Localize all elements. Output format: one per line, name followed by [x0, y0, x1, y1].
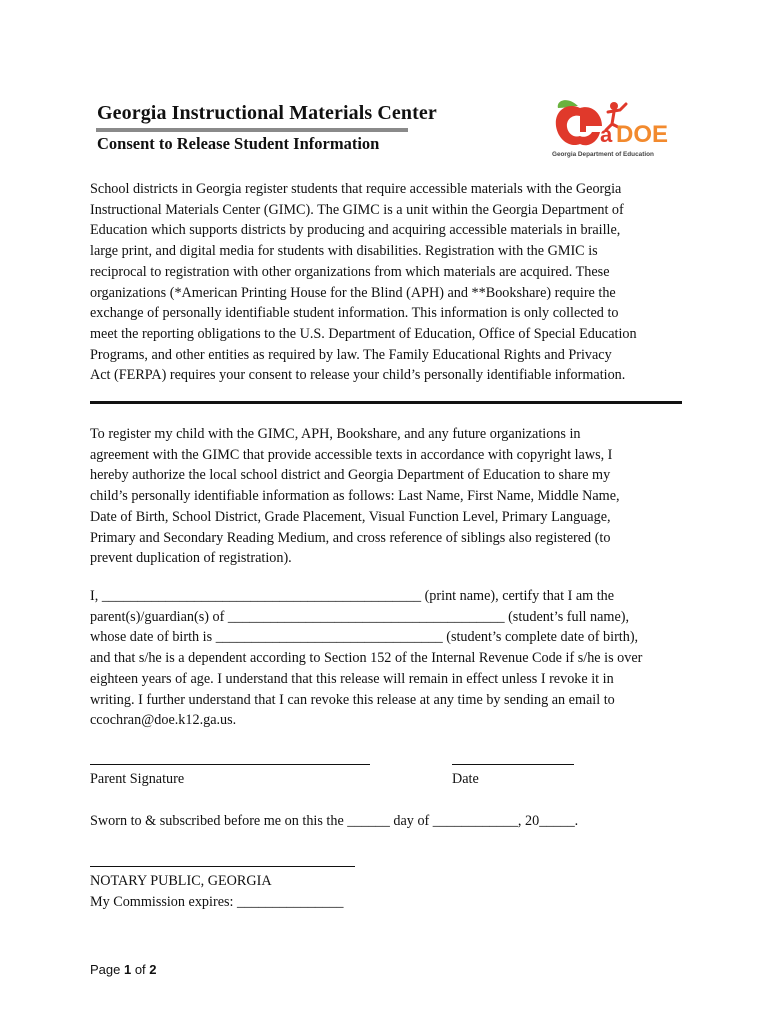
person-icon	[610, 102, 618, 110]
sworn-statement: Sworn to & subscribed before me on this the ______ day of ____________, 20_____.	[90, 813, 579, 829]
parent-signature-line[interactable]	[90, 764, 370, 765]
notary-signature-line[interactable]	[90, 866, 355, 867]
authorization-paragraph: To register my child with the GIMC, APH, Bookshare, and any future organizations in agreement with the GIMC that provide accessible texts in accordance with copyright laws, I hereby authorize the local school district and Georgia Department of Education to share my child’s personally identifiable information as follows: Last Name, First Name, Middle Name, Date of Birth, School District, Grade Placement, Visual Function Level, Primary Language, Primary and Secondary Reading Medium, and cross reference of siblings also registered (to prevent duplication of registration).	[90, 426, 620, 567]
notary-label: NOTARY PUBLIC, GEORGIA	[90, 873, 272, 889]
date-label: Date	[452, 771, 479, 787]
logo-caption: Georgia Department of Education	[552, 151, 654, 158]
svg-text:a: a	[600, 122, 613, 147]
document-subtitle: Consent to Release Student Information	[97, 134, 380, 153]
certification-paragraph: I, _____________________________________________ (print name), certify that I am the parent(s)/guardian(s) of _______________________________________ (student’s full name), whose date of birth is ________________________________ (student’s complete date of birth), and that s/he is a dependent according to Section 152 of the Internal Revenue Code if s/he is over eighteen years of age. I understand that this release will remain in effect unless I revoke it in writing. I further understand that I can revoke this release at any time by sending an email to ccochran@doe.k12.ga.us.	[90, 588, 643, 729]
date-signature-line[interactable]	[452, 764, 574, 765]
title-underline	[96, 128, 408, 132]
parent-signature-label: Parent Signature	[90, 771, 185, 787]
intro-paragraph: School districts in Georgia register students that require accessible materials with the Georgia Instructional Materials Center (GIMC). The GIMC is a unit within the Georgia Department of Education which supports districts by producing and acquiring accessible materials in braille, large print, and digital media for students with disabilities. Registration with the GMIC is reciprocal to registration with other organizations from which materials are acquired. These organizations (*American Printing House for the Blind (APH) and **Bookshare) require the exchange of personally identifiable student information. This information is only collected to meet the reporting obligations to the U.S. Department of Education, Office of Special Education Programs, and other entities as required by law. The Family Educational Rights and Privacy Act (FERPA) requires your consent to release your child’s personally identifiable information.	[90, 181, 637, 384]
gadoe-logo	[550, 94, 675, 160]
document-title: Georgia Instructional Materials Center	[97, 102, 437, 124]
page-number: Page 1 of 2	[90, 962, 157, 977]
section-divider	[90, 401, 682, 404]
commission-expires: My Commission expires: _______________	[90, 894, 344, 910]
svg-text:DOE: DOE	[616, 121, 669, 148]
